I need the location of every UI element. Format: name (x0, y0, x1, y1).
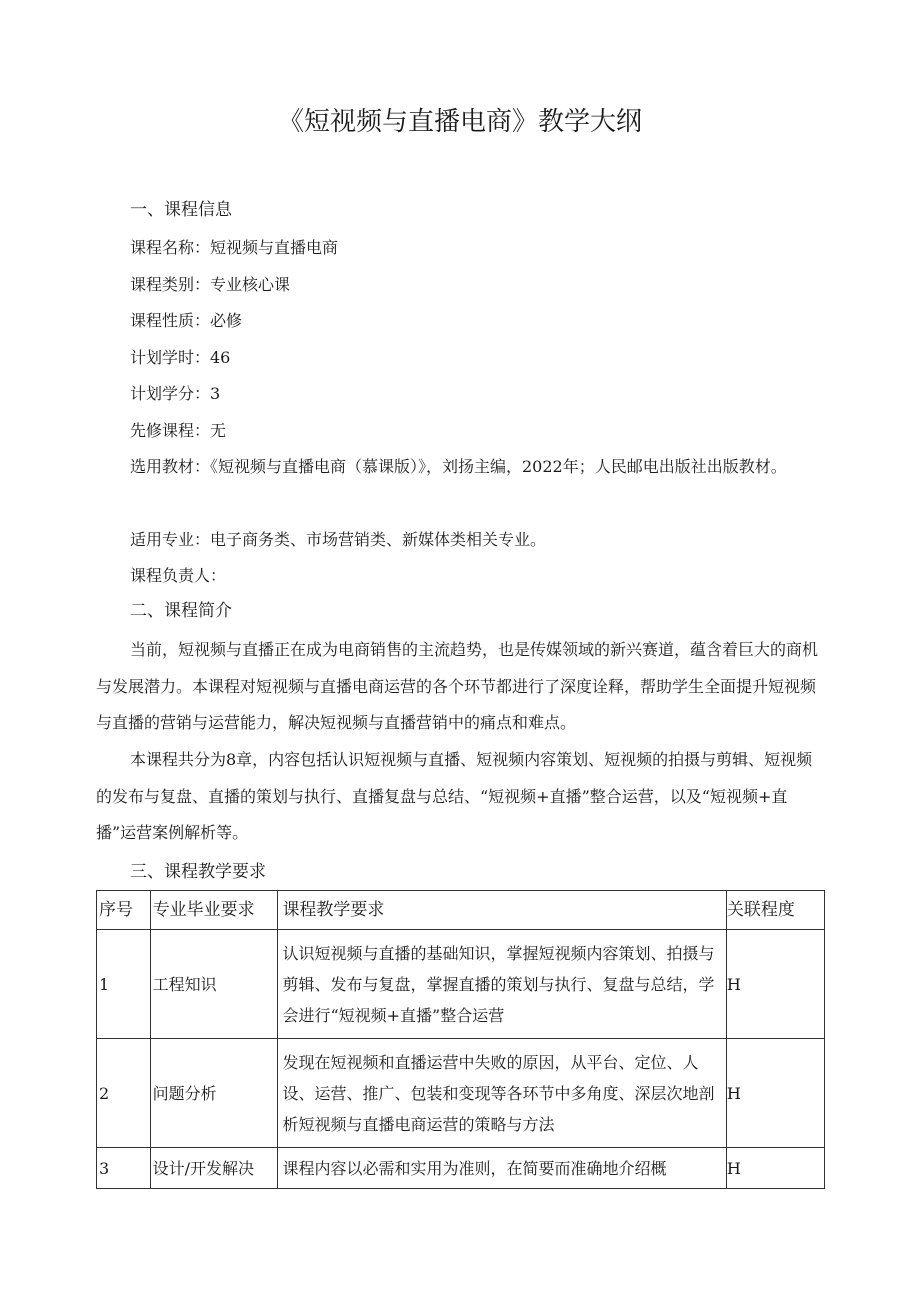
cell-no: 3 (97, 1148, 151, 1189)
owner-line: 课程负责人： (130, 566, 227, 585)
cell-graduation-req: 工程知识 (150, 930, 278, 1039)
table-row (97, 930, 825, 1039)
section3-heading: 三、课程教学要求 (130, 862, 266, 882)
cell-relevance: H (726, 1148, 824, 1189)
course-type-line: 课程类别：专业核心课 (130, 274, 291, 294)
header-graduation-req: 专业毕业要求 (150, 891, 278, 930)
course-info-list (130, 230, 338, 449)
textbook-line: 选用教材：《短视频与直播电商（慕课版）》，刘扬主编，2022年；人民邮电出版社出版教材。 (130, 457, 787, 476)
table-row (97, 1039, 825, 1148)
cell-teaching-req: 认识短视频与直播的基础知识，掌握短视频内容策划、拍摄与剪辑、发布与复盘，掌握直播的策划与执行、复盘与总结，学会进行“短视频+直播”整合运营 (278, 930, 726, 1039)
course-name-line: 课程名称：短视频与直播电商 (130, 238, 339, 257)
table-row (97, 1148, 825, 1189)
section2-heading: 二、课程简介 (130, 601, 232, 621)
cell-teaching-req: 课程内容以必需和实用为准则，在简要而准确地介绍概 (278, 1148, 726, 1189)
course-credits-line: 计划学分：3 (130, 384, 221, 403)
table-header-row (97, 891, 825, 930)
cell-graduation-req: 设计/开发解决 (150, 1148, 278, 1189)
course-hours-line: 计划学时：46 (130, 347, 231, 367)
course-nature-line: 课程性质：必修 (130, 311, 243, 330)
cell-teaching-req: 发现在短视频和直播运营中失败的原因，从平台、定位、人设、运营、推广、包装和变现等各环节中多角度、深层次地剖析短视频与直播电商运营的策略与方法 (278, 1039, 726, 1148)
intro-paragraph-2: 本课程共分为8章，内容包括认识短视频与直播、短视频内容策划、短视频的拍摄与剪辑、短视频的发布与复盘、直播的策划与执行、直播复盘与总结、“短视频+直播”整合运营，以及“短视频+直播”运营案例解析等。 (96, 750, 813, 842)
document-title: 《短视频与直播电商》教学大纲 (277, 107, 642, 137)
cell-relevance: H (726, 930, 824, 1039)
header-no: 序号 (97, 891, 151, 930)
cell-graduation-req: 问题分析 (150, 1039, 278, 1148)
cell-no: 2 (97, 1039, 151, 1148)
cell-no: 1 (97, 930, 151, 1039)
intro-paragraph-1: 当前，短视频与直播正在成为电商销售的主流趋势，也是传媒领域的新兴赛道，蕴含着巨大的商机与发展潜力。本课程对短视频与直播电商运营的各个环节都进行了深度诠释，帮助学生全面提升短视频与直播的营销与运营能力，解决短视频与直播营销中的痛点和难点。 (96, 640, 819, 732)
prerequisite-line: 先修课程：无 (130, 420, 227, 440)
requirements-table (96, 890, 825, 1189)
cell-relevance: H (726, 1039, 824, 1148)
header-teaching-req: 课程教学要求 (278, 891, 726, 930)
section1-heading: 一、课程信息 (130, 200, 232, 220)
header-relevance: 关联程度 (726, 891, 824, 930)
majors-line: 适用专业：电子商务类、市场营销类、新媒体类相关专业。 (130, 530, 547, 549)
